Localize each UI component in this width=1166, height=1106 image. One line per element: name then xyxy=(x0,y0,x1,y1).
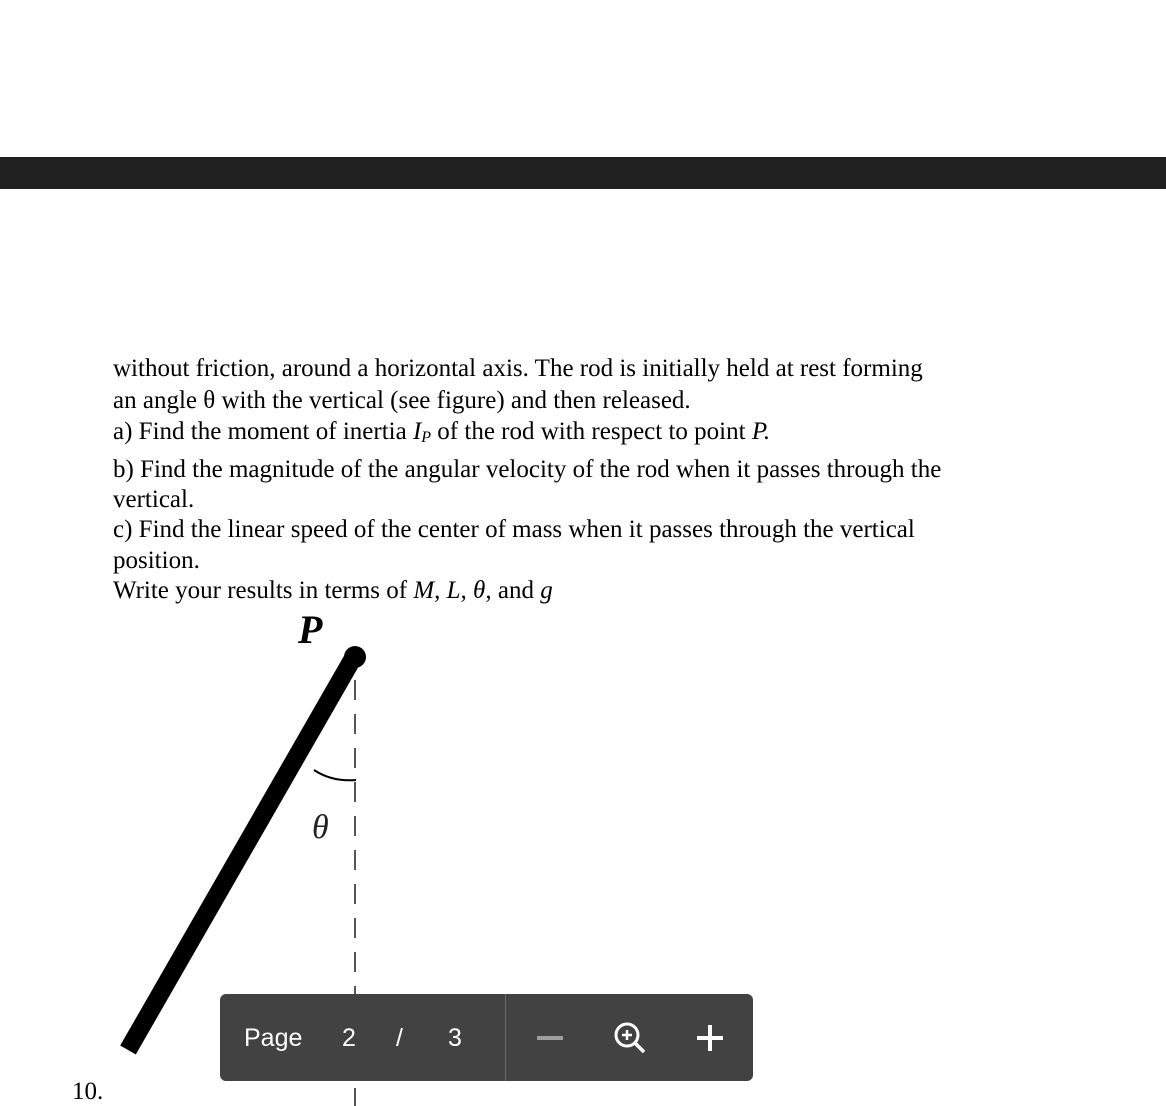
question-number: 10. xyxy=(72,1078,104,1105)
point-p-label: P xyxy=(298,607,323,652)
text-line: an angle θ with the vertical (see figure) and then released. xyxy=(113,386,691,414)
zoom-out-button[interactable] xyxy=(528,1016,572,1060)
plus-icon xyxy=(688,1016,732,1060)
text-line: a) Find the moment of inertia $I_P$ of the rod with respect to point P. xyxy=(113,418,771,447)
ip-symbol: I xyxy=(412,418,422,446)
total-pages: 3 xyxy=(448,1024,462,1052)
text-line: c) Find the linear speed of the center of mass when it passes through the vertical xyxy=(113,516,915,544)
zoom-fit-button[interactable] xyxy=(608,1016,652,1060)
toolbar-divider xyxy=(505,994,506,1081)
minus-icon xyxy=(528,1016,572,1060)
top-bar xyxy=(0,157,1166,189)
text-line: Write your results in terms of M, L, θ, and g xyxy=(113,576,553,604)
page-separator: / xyxy=(396,1024,403,1052)
angle-arc xyxy=(314,770,356,780)
zoom-in-magnifier-icon xyxy=(608,1016,652,1060)
theta-label: θ xyxy=(312,809,329,846)
text-line: vertical. xyxy=(113,486,195,514)
rod xyxy=(128,660,352,1050)
pivot-point xyxy=(344,646,366,668)
text-line: b) Find the magnitude of the angular velocity of the rod when it passes through the xyxy=(113,455,942,483)
page-label: Page xyxy=(244,1024,303,1052)
text-line: without friction, around a horizontal axis. The rod is initially held at rest forming xyxy=(113,355,923,382)
pdf-toolbar xyxy=(220,994,753,1081)
current-page-input[interactable]: 2 xyxy=(342,1024,356,1052)
text-line: position. xyxy=(113,546,200,574)
problem-text xyxy=(113,353,1073,607)
zoom-in-button[interactable] xyxy=(688,1016,732,1060)
